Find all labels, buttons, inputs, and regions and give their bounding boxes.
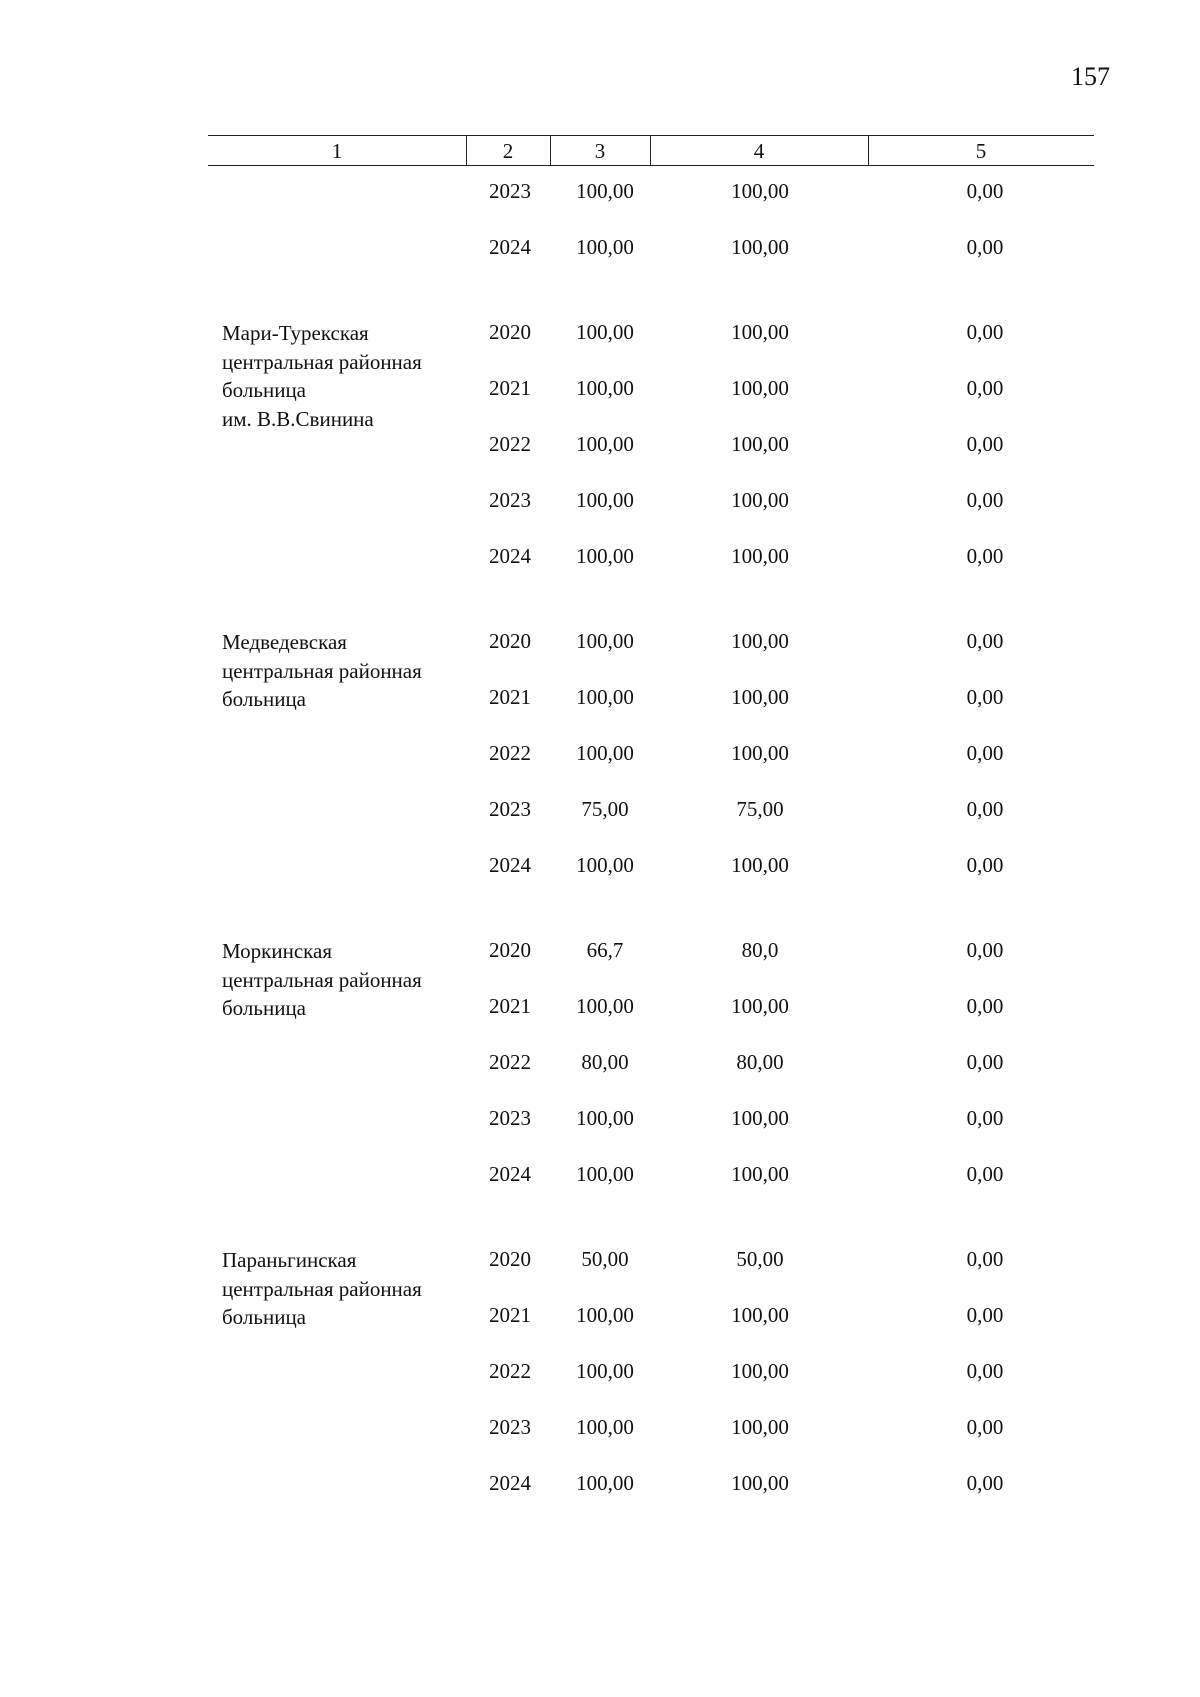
year-cell: 2024 (489, 235, 531, 259)
table-row (0, 935, 1200, 965)
col-5-value: 0,00 (966, 1050, 1004, 1074)
col-5-value: 0,00 (966, 320, 1004, 344)
col-5-value: 0,00 (966, 629, 1004, 653)
table-row (0, 850, 1200, 880)
col-3-value: 100,00 (576, 544, 634, 568)
table-row (0, 429, 1200, 459)
year-cell: 2021 (489, 994, 531, 1018)
header-col-2: 2 (502, 139, 514, 163)
year-cell: 2023 (489, 488, 531, 512)
col-3-value: 100,00 (576, 235, 634, 259)
institution-name-line: центральная районная (222, 1276, 422, 1301)
col-5-value: 0,00 (966, 853, 1004, 877)
table-row (0, 485, 1200, 515)
table-row (0, 626, 1200, 656)
col-5-value: 0,00 (966, 938, 1004, 962)
header-col-4: 4 (753, 139, 765, 163)
year-cell: 2020 (489, 629, 531, 653)
col-5-value: 0,00 (966, 994, 1004, 1018)
year-cell: 2024 (489, 853, 531, 877)
col-4-value: 100,00 (731, 544, 789, 568)
col-5-value: 0,00 (966, 376, 1004, 400)
year-cell: 2024 (489, 1471, 531, 1495)
col-4-value: 100,00 (731, 853, 789, 877)
institution-name-line: центральная районная (222, 658, 422, 683)
col-3-value: 100,00 (576, 1303, 634, 1327)
year-cell: 2023 (489, 797, 531, 821)
header-col-1: 1 (331, 139, 343, 163)
institution-name-line: им. В.В.Свинина (222, 406, 374, 431)
table-row (0, 1103, 1200, 1133)
year-cell: 2021 (489, 685, 531, 709)
year-cell: 2021 (489, 376, 531, 400)
col-3-value: 100,00 (576, 629, 634, 653)
table-row (0, 738, 1200, 768)
col-4-value: 100,00 (731, 1106, 789, 1130)
year-cell: 2022 (489, 1359, 531, 1383)
col-5-value: 0,00 (966, 1106, 1004, 1130)
col-4-value: 75,00 (736, 797, 784, 821)
col-5-value: 0,00 (966, 1303, 1004, 1327)
year-cell: 2020 (489, 938, 531, 962)
col-4-value: 100,00 (731, 320, 789, 344)
col-3-value: 100,00 (576, 685, 634, 709)
col-4-value: 100,00 (731, 376, 789, 400)
table-row (0, 682, 1200, 712)
col-4-value: 100,00 (731, 488, 789, 512)
institution-name-line: Моркинская (222, 939, 333, 963)
year-cell: 2023 (489, 179, 531, 203)
col-5-value: 0,00 (966, 1247, 1004, 1271)
col-4-value: 100,00 (731, 685, 789, 709)
page-number: 157 (1071, 62, 1110, 91)
institution-name-line: больница (222, 1305, 306, 1329)
institution-name-line: Параньгинская (222, 1248, 357, 1272)
col-3-value: 100,00 (576, 994, 634, 1018)
table-row (0, 1244, 1200, 1274)
col-4-value: 50,00 (736, 1247, 784, 1271)
table-row (0, 1468, 1200, 1498)
col-3-value: 100,00 (576, 376, 634, 400)
col-3-value: 100,00 (576, 853, 634, 877)
col-4-value: 100,00 (731, 432, 789, 456)
col-3-value: 50,00 (581, 1247, 629, 1271)
table-row (0, 232, 1200, 262)
table-row (0, 541, 1200, 571)
header-col-5: 5 (975, 139, 987, 163)
col-3-value: 100,00 (576, 432, 634, 456)
institution-name-line: больница (222, 378, 306, 402)
col-3-value: 100,00 (576, 741, 634, 765)
col-5-value: 0,00 (966, 179, 1004, 203)
year-cell: 2021 (489, 1303, 531, 1327)
year-cell: 2020 (489, 1247, 531, 1271)
col-3-value: 100,00 (576, 320, 634, 344)
col-4-value: 100,00 (731, 1415, 789, 1439)
col-3-value: 100,00 (576, 179, 634, 203)
table-row (0, 317, 1200, 347)
institution-name-line: центральная районная (222, 967, 422, 992)
col-5-value: 0,00 (966, 685, 1004, 709)
year-cell: 2022 (489, 432, 531, 456)
col-4-value: 100,00 (731, 994, 789, 1018)
col-4-value: 100,00 (731, 629, 789, 653)
col-3-value: 100,00 (576, 1162, 634, 1186)
col-5-value: 0,00 (966, 1162, 1004, 1186)
header-col-3: 3 (594, 139, 606, 163)
col-3-value: 100,00 (576, 488, 634, 512)
col-3-value: 66,7 (586, 938, 624, 962)
year-cell: 2024 (489, 544, 531, 568)
col-4-value: 80,00 (736, 1050, 784, 1074)
col-4-value: 100,00 (731, 741, 789, 765)
year-cell: 2022 (489, 1050, 531, 1074)
institution-name-line: больница (222, 996, 306, 1020)
col-4-value: 100,00 (731, 1303, 789, 1327)
col-3-value: 100,00 (576, 1359, 634, 1383)
col-5-value: 0,00 (966, 488, 1004, 512)
col-5-value: 0,00 (966, 544, 1004, 568)
col-3-value: 100,00 (576, 1415, 634, 1439)
institution-name-line: Мари-Турекская (222, 321, 369, 345)
col-4-value: 100,00 (731, 1471, 789, 1495)
year-cell: 2022 (489, 741, 531, 765)
col-4-value: 100,00 (731, 179, 789, 203)
year-cell: 2020 (489, 320, 531, 344)
col-4-value: 100,00 (731, 235, 789, 259)
table-row (0, 1412, 1200, 1442)
table-row (0, 1356, 1200, 1386)
year-cell: 2024 (489, 1162, 531, 1186)
institution-name-line: центральная районная (222, 349, 422, 374)
col-4-value: 100,00 (731, 1162, 789, 1186)
col-3-value: 100,00 (576, 1471, 634, 1495)
col-5-value: 0,00 (966, 1359, 1004, 1383)
table-row (0, 794, 1200, 824)
col-3-value: 80,00 (581, 1050, 629, 1074)
col-5-value: 0,00 (966, 1471, 1004, 1495)
col-4-value: 100,00 (731, 1359, 789, 1383)
table-header (208, 135, 1094, 166)
table-row (0, 176, 1200, 206)
table-row (0, 991, 1200, 1021)
col-5-value: 0,00 (966, 741, 1004, 765)
table-row (0, 1159, 1200, 1189)
col-5-value: 0,00 (966, 235, 1004, 259)
col-5-value: 0,00 (966, 432, 1004, 456)
year-cell: 2023 (489, 1415, 531, 1439)
table-row (0, 373, 1200, 403)
table-row (0, 1300, 1200, 1330)
institution-name-line: Медведевская (222, 630, 347, 654)
col-3-value: 75,00 (581, 797, 629, 821)
col-4-value: 80,0 (741, 938, 779, 962)
col-5-value: 0,00 (966, 1415, 1004, 1439)
col-3-value: 100,00 (576, 1106, 634, 1130)
table-row (0, 1047, 1200, 1077)
institution-name-line: больница (222, 687, 306, 711)
col-5-value: 0,00 (966, 797, 1004, 821)
year-cell: 2023 (489, 1106, 531, 1130)
